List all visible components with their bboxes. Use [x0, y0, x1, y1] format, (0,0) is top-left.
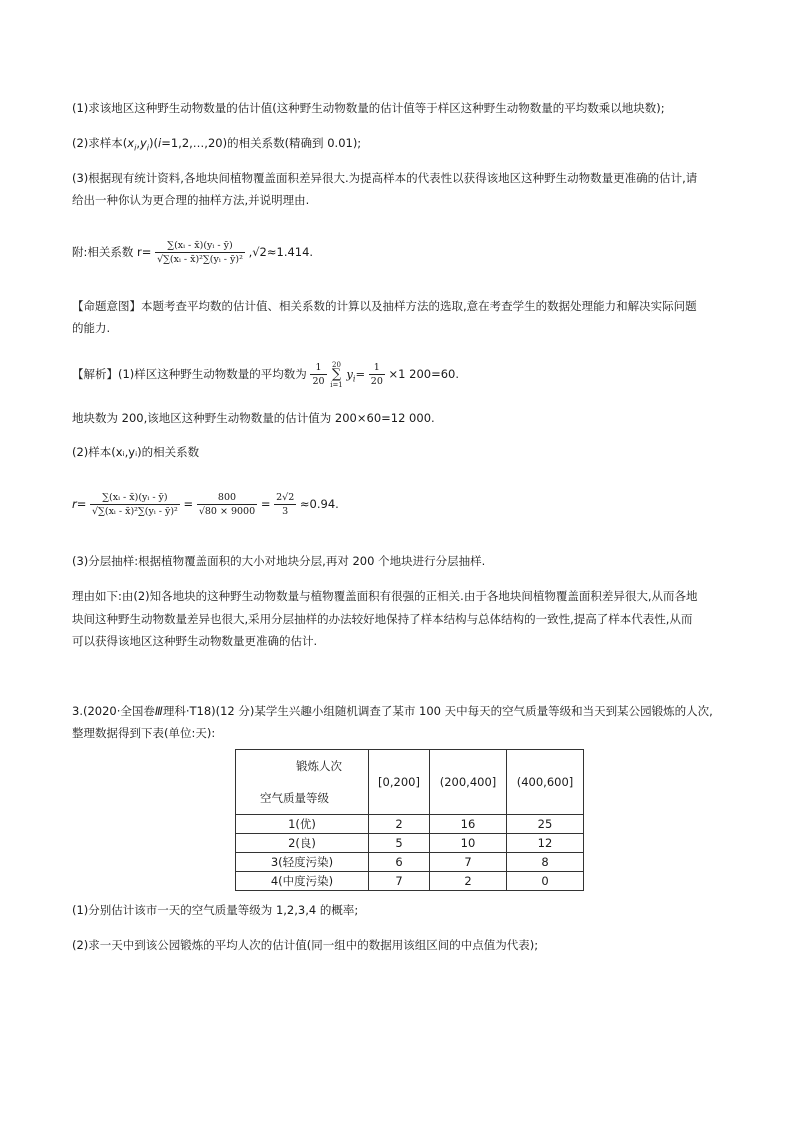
table-cell: 2 — [369, 815, 430, 834]
table-corner-cell — [236, 750, 369, 815]
q2-paren: )( — [149, 136, 159, 150]
r-last-denominator: 3 — [282, 506, 289, 517]
problem-3-line-1 — [72, 703, 713, 719]
problem-3-roman: Ⅲ — [154, 704, 163, 718]
analysis-1 — [72, 360, 459, 393]
r-denominator: √∑(xᵢ - x̄)²∑(yᵢ - ȳ)² — [92, 506, 178, 517]
r-mid-denominator: √80 × 9000 — [198, 506, 256, 517]
reason-line-3: 可以获得该地区这种野生动物数量更准确的估计. — [72, 634, 318, 648]
air-quality-table — [235, 749, 584, 891]
reason-line-2: 块间这种野生动物数量差异也很大,采用分层抽样的办法较好地保持了样本结构与总体结构的一致性,提高了样本代表性,从而 — [72, 612, 693, 626]
table-row — [236, 834, 584, 853]
q2-i: i — [158, 136, 162, 150]
equals-sign: = — [183, 497, 194, 511]
table-cell: 12 — [507, 834, 584, 853]
sample-line: (2)样本(xᵢ,yᵢ)的相关系数 — [72, 445, 200, 459]
r-fraction — [90, 491, 180, 518]
analysis-sum: 20 ∑ i=1 — [330, 360, 343, 389]
q2-text: (2)求样本( — [72, 136, 128, 150]
problem-3-source: 3.(2020·全国卷 — [72, 704, 155, 718]
problem-3-question-2: (2)求一天中到该公园锻炼的平均人次的估计值(同一组中的数据用该组区间的中点值为代表); — [72, 938, 539, 952]
analysis-prefix: 【解析】(1)样区这种野生动物数量的平均数为 — [72, 367, 307, 381]
table-row — [236, 872, 584, 891]
question-1: (1)求该地区这种野生动物数量的估计值(这种野生动物数量的估计值等于样区这种野生动物数量的平均数乘以地块数); — [72, 101, 665, 115]
row-label: 1(优) — [236, 815, 369, 834]
table-cell: 5 — [369, 834, 430, 853]
r-last-fraction — [274, 491, 296, 518]
r-mid-numerator: 800 — [197, 491, 257, 505]
corner-top-label: 锻炼人次 — [296, 759, 342, 773]
table-cell: 10 — [430, 834, 507, 853]
question-3-line-2: 给出一种你认为更合理的抽样方法,并说明理由. — [72, 193, 310, 207]
r-formula — [72, 478, 339, 530]
intent-line-1: 【命题意图】本题考查平均数的估计值、相关系数的计算以及抽样方法的选取,意在考查学生的数据处理能力和解决实际问题 — [72, 299, 697, 313]
row-label: 3(轻度污染) — [236, 853, 369, 872]
table-cell: 0 — [507, 872, 584, 891]
appendix-formula — [72, 236, 313, 268]
stratified-sampling: (3)分层抽样:根据植物覆盖面积的大小对地块分层,再对 200 个地块进行分层抽样. — [72, 554, 486, 568]
row-label: 4(中度污染) — [236, 872, 369, 891]
column-header: (400,600] — [507, 750, 584, 815]
table-cell: 25 — [507, 815, 584, 834]
analysis-fraction: $\frac{1}{20}$ — [312, 362, 325, 387]
q2-x: x — [127, 136, 135, 150]
r-prefix: r= — [72, 497, 87, 511]
q2-y-sub: i — [146, 143, 150, 153]
r-tail: ≈0.94. — [299, 497, 339, 511]
intent-line-2: 的能力. — [72, 321, 111, 335]
question-3-line-1: (3)根据现有统计资料,各地块间植物覆盖面积差异很大.为提高样本的代表性以获得该地区这种野生动物数量更准确的估计,请 — [72, 171, 698, 185]
analysis-y: $y_i=$ — [346, 367, 366, 384]
q2-x-sub: i — [134, 143, 137, 153]
q2-comma: , — [136, 136, 140, 150]
q2-y: y — [139, 136, 147, 150]
table-row — [236, 853, 584, 872]
question-2 — [72, 135, 361, 156]
reason-line-1: 理由如下:由(2)知各地块的这种野生动物数量与植物覆盖面积有很强的正相关.由于各地块间植物覆盖面积差异很大,从而各地 — [72, 589, 698, 603]
equals-sign-2: = — [260, 497, 271, 511]
corner-bottom-label: 空气质量等级 — [260, 791, 329, 805]
table-cell: 7 — [369, 872, 430, 891]
r-numerator: ∑(xᵢ - x̄)(yᵢ - ȳ) — [90, 491, 180, 505]
problem-3-question-1: (1)分别估计该市一天的空气质量等级为 1,2,3,4 的概率; — [72, 903, 359, 917]
problem-3-line-2: 整理数据得到下表(单位:天): — [72, 726, 216, 740]
table-cell: 8 — [507, 853, 584, 872]
table-cell: 6 — [369, 853, 430, 872]
row-label: 2(良) — [236, 834, 369, 853]
table-cell: 7 — [430, 853, 507, 872]
table-row — [236, 815, 584, 834]
table-cell: 2 — [430, 872, 507, 891]
analysis-fraction-2: $\frac{1}{20}$ — [370, 362, 383, 387]
column-header: (200,400] — [430, 750, 507, 815]
column-header: [0,200] — [369, 750, 430, 815]
q2-range: =1,2,…,20)的相关系数(精确到 0.01); — [161, 136, 362, 150]
analysis-tail: ×1 200=60. — [388, 367, 460, 381]
appendix-label: 附:相关系数 r= — [72, 245, 152, 259]
plots-line: 地块数为 200,该地区这种野生动物数量的估计值为 200×60=12 000. — [72, 411, 435, 425]
table-header-row — [236, 750, 584, 815]
appendix-denominator: √∑(xᵢ - x̄)²∑(yᵢ - ȳ)² — [157, 254, 243, 265]
appendix-numerator: ∑(xᵢ - x̄)(yᵢ - ȳ) — [155, 239, 245, 253]
table-cell: 16 — [430, 815, 507, 834]
appendix-fraction — [155, 239, 245, 266]
r-mid-fraction — [197, 491, 257, 518]
appendix-tail: ,√2≈1.414. — [248, 245, 314, 259]
problem-3-text: 理科·T18)(12 分)某学生兴趣小组随机调查了某市 100 天中每天的空气质量等级和当天到某公园锻炼的人次, — [162, 704, 713, 718]
r-last-numerator: 2√2 — [276, 492, 295, 503]
